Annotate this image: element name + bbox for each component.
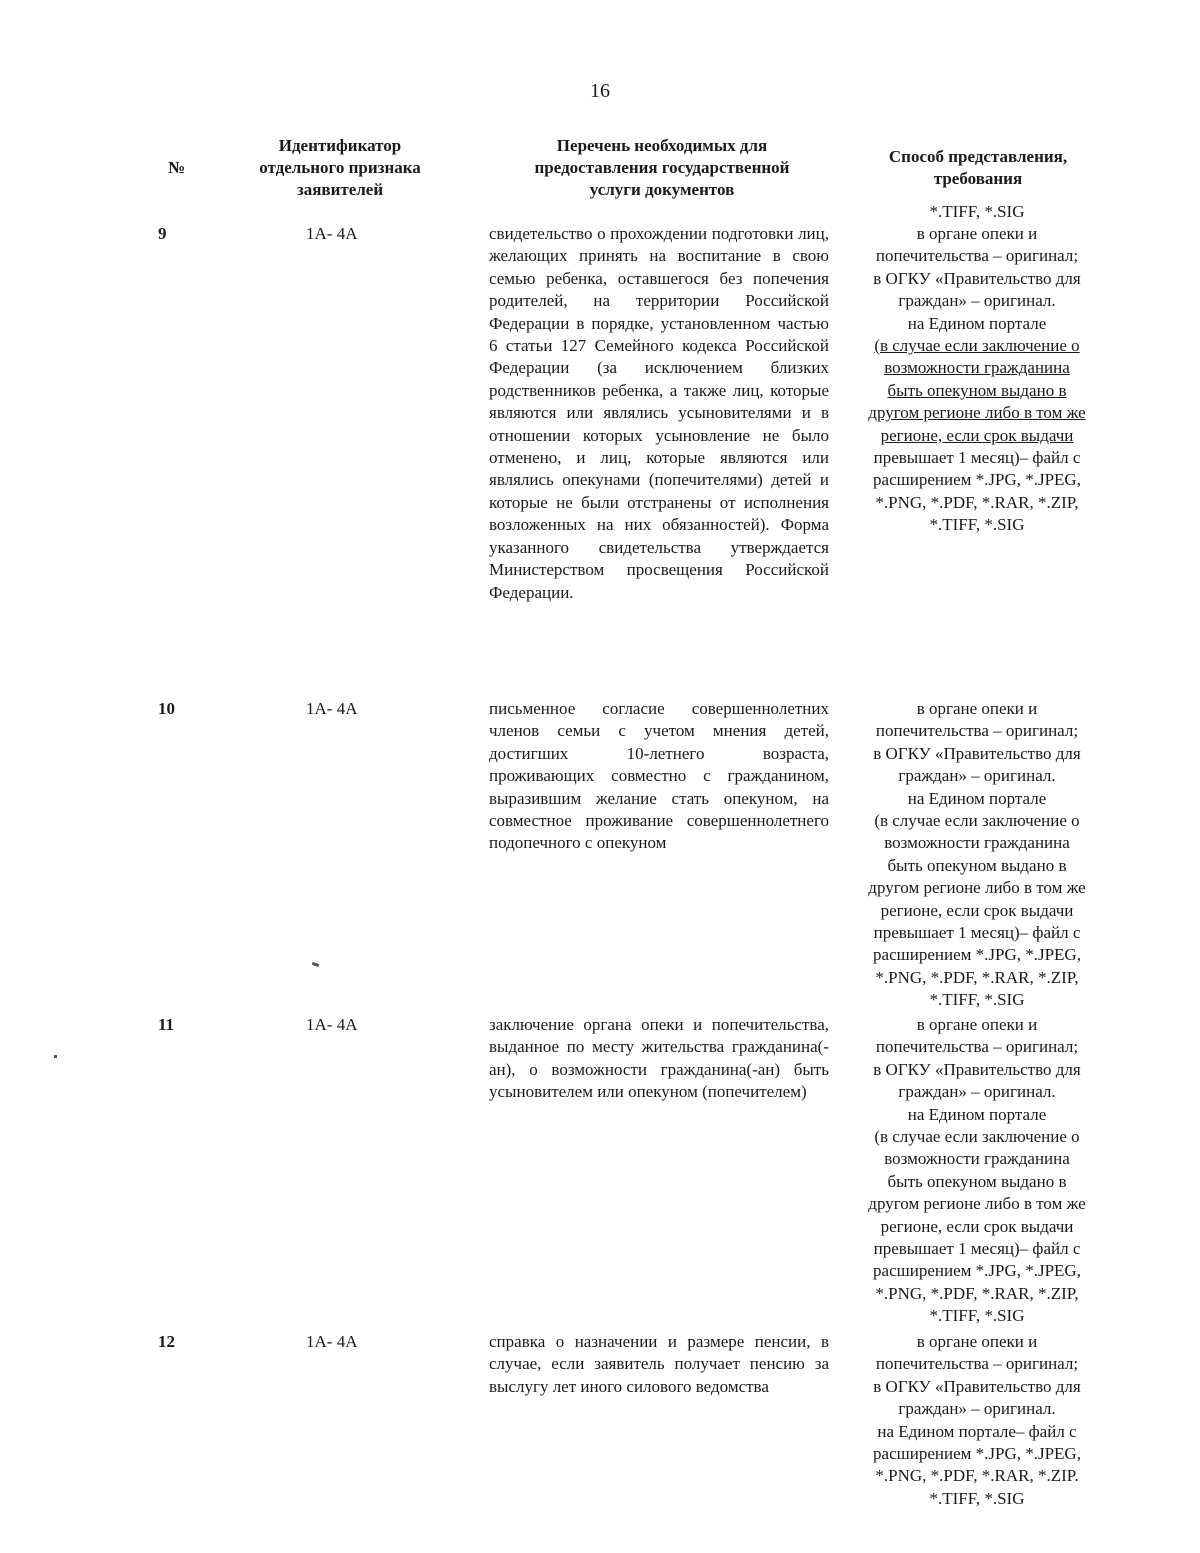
header-identifier-line: отдельного признака	[259, 158, 421, 177]
page-number: 16	[590, 80, 610, 102]
method-line: *.TIFF, *.SIG	[929, 990, 1025, 1010]
method-line: регионе, если срок выдачи	[880, 1216, 1074, 1236]
method-line: (в случае если заключение о	[874, 336, 1080, 356]
method-line: попечительства – оригинал;	[875, 1037, 1079, 1057]
scan-speck	[54, 1055, 57, 1058]
header-method-line: Способ представления,	[888, 147, 1068, 166]
method-line: граждан» – оригинал.	[898, 1082, 1056, 1102]
method-line: другом регионе либо в том же	[868, 878, 1086, 898]
method-line: в органе опеки и	[916, 224, 1038, 243]
method-line: граждан» – оригинал.	[898, 291, 1056, 311]
row-number: 11	[158, 1015, 175, 1034]
method-line: *.PNG, *.PDF, *.RAR, *.ZIP,	[875, 1283, 1079, 1303]
row-identifier: 1А- 4А	[306, 1015, 358, 1034]
method-line: на Едином портале	[907, 788, 1047, 808]
method-line: расширением *.JPG, *.JPEG,	[873, 1261, 1081, 1281]
row-document: письменное согласие совершеннолетних членов семьи с учетом мнения детей, достигших 10-летнего возраста, проживающих совместно с гражданином, выразившим желание стать опекуном, на совместное проживание совершеннолетнего подопечного с опекуном	[489, 699, 829, 853]
method-line: возможности гражданина	[884, 358, 1070, 378]
header-documents-line: Перечень необходимых для	[556, 136, 768, 155]
method-line: *.PNG, *.PDF, *.RAR, *.ZIP,	[875, 492, 1079, 512]
method-line: в ОГКУ «Правительство для	[873, 1059, 1081, 1079]
method-line: попечительства – оригинал;	[875, 721, 1079, 741]
method-line: расширением *.JPG, *.JPEG,	[873, 945, 1081, 965]
method-line: попечительства – оригинал;	[875, 1354, 1079, 1374]
header-documents-line: услуги документов	[589, 180, 735, 199]
method-line: в ОГКУ «Правительство для	[873, 268, 1081, 288]
row-identifier: 1А- 4А	[306, 224, 358, 243]
method-line: *.TIFF, *.SIG	[929, 515, 1025, 535]
method-line: (в случае если заключение о	[874, 811, 1080, 831]
method-line: регионе, если срок выдачи	[880, 900, 1074, 920]
row-method	[850, 223, 1104, 537]
method-line: (в случае если заключение о	[874, 1127, 1080, 1147]
method-line: на Едином портале	[907, 1104, 1047, 1124]
method-line: превышает 1 месяц)– файл с	[873, 448, 1081, 468]
header-identifier-line: Идентификатор	[278, 136, 402, 155]
header-documents	[492, 135, 832, 201]
method-line: в органе опеки и	[916, 1332, 1038, 1351]
method-line: расширением *.JPG, *.JPEG,	[873, 1444, 1081, 1464]
method-line: возможности гражданина	[884, 833, 1070, 853]
carry-over-text: *.TIFF, *.SIG	[929, 202, 1025, 221]
row-number: 9	[158, 224, 167, 243]
method-line: на Едином портале– файл с	[877, 1421, 1077, 1441]
method-line: попечительства – оригинал;	[875, 246, 1079, 266]
row-document: заключение органа опеки и попечительства, выданное по месту жительства гражданина(-ан), о возможности гражданина(-ан) быть усыновителем или опекуном (попечителем)	[489, 1015, 829, 1102]
method-line: в органе опеки и	[916, 1015, 1038, 1034]
header-identifier-line: заявителей	[296, 180, 384, 199]
row-method	[850, 698, 1104, 1012]
method-line: *.TIFF, *.SIG	[929, 1306, 1025, 1326]
row-number: 10	[158, 699, 175, 718]
header-method-line: требования	[933, 169, 1023, 188]
method-line: другом регионе либо в том же	[868, 1194, 1086, 1214]
method-line: граждан» – оригинал.	[898, 1399, 1056, 1419]
method-line: расширением *.JPG, *.JPEG,	[873, 470, 1081, 490]
row-identifier: 1А- 4А	[306, 1332, 358, 1351]
method-line: в ОГКУ «Правительство для	[873, 1376, 1081, 1396]
method-line: быть опекуном выдано в	[887, 380, 1067, 400]
method-line: *.PNG, *.PDF, *.RAR, *.ZIP,	[875, 967, 1079, 987]
method-line: быть опекуном выдано в	[887, 855, 1067, 875]
method-line: *.PNG, *.PDF, *.RAR, *.ZIP.	[875, 1466, 1079, 1486]
method-line: другом регионе либо в том же	[868, 403, 1086, 423]
header-documents-line: предоставления государственной	[534, 158, 790, 177]
row-document: справка о назначении и размере пенсии, в случае, если заявитель получает пенсию за выслугу лет иного силового ведомства	[489, 1332, 829, 1396]
row-document: свидетельство о прохождении подготовки лиц, желающих принять на воспитание в свою семью ребенка, оставшегося без попечения родителей, на территории Российской Федерации в порядке, установленном частью 6 статьи 127 Семейного кодекса Российской Федерации (за исключением близких родственников ребенка, а также лиц, которые являются или являлись усыновителями и в отношении которых усыновление не было отменено, и лиц, которые являются или являлись опекунами (попечителями) детей и которые не были отстранены от исполнения возложенных на них обязанностей). Форма указанного свидетельства утверждается Министерством просвещения Российской Федерации.	[489, 224, 829, 602]
method-line: на Едином портале	[907, 313, 1047, 333]
header-identifier	[230, 135, 450, 201]
method-line: превышает 1 месяц)– файл с	[873, 923, 1081, 943]
scan-speck	[312, 962, 320, 967]
row-identifier: 1А- 4А	[306, 699, 358, 718]
method-line: в органе опеки и	[916, 699, 1038, 718]
method-line: *.TIFF, *.SIG	[929, 1488, 1025, 1508]
row-method	[850, 1331, 1104, 1510]
method-line: быть опекуном выдано в	[887, 1171, 1067, 1191]
method-line: в ОГКУ «Правительство для	[873, 743, 1081, 763]
method-line: регионе, если срок выдачи	[880, 425, 1074, 445]
method-line: превышает 1 месяц)– файл с	[873, 1239, 1081, 1259]
method-line: возможности гражданина	[884, 1149, 1070, 1169]
row-method	[850, 1014, 1104, 1328]
header-method	[850, 146, 1106, 190]
header-num: №	[168, 158, 186, 177]
method-line: граждан» – оригинал.	[898, 766, 1056, 786]
row-number: 12	[158, 1332, 175, 1351]
